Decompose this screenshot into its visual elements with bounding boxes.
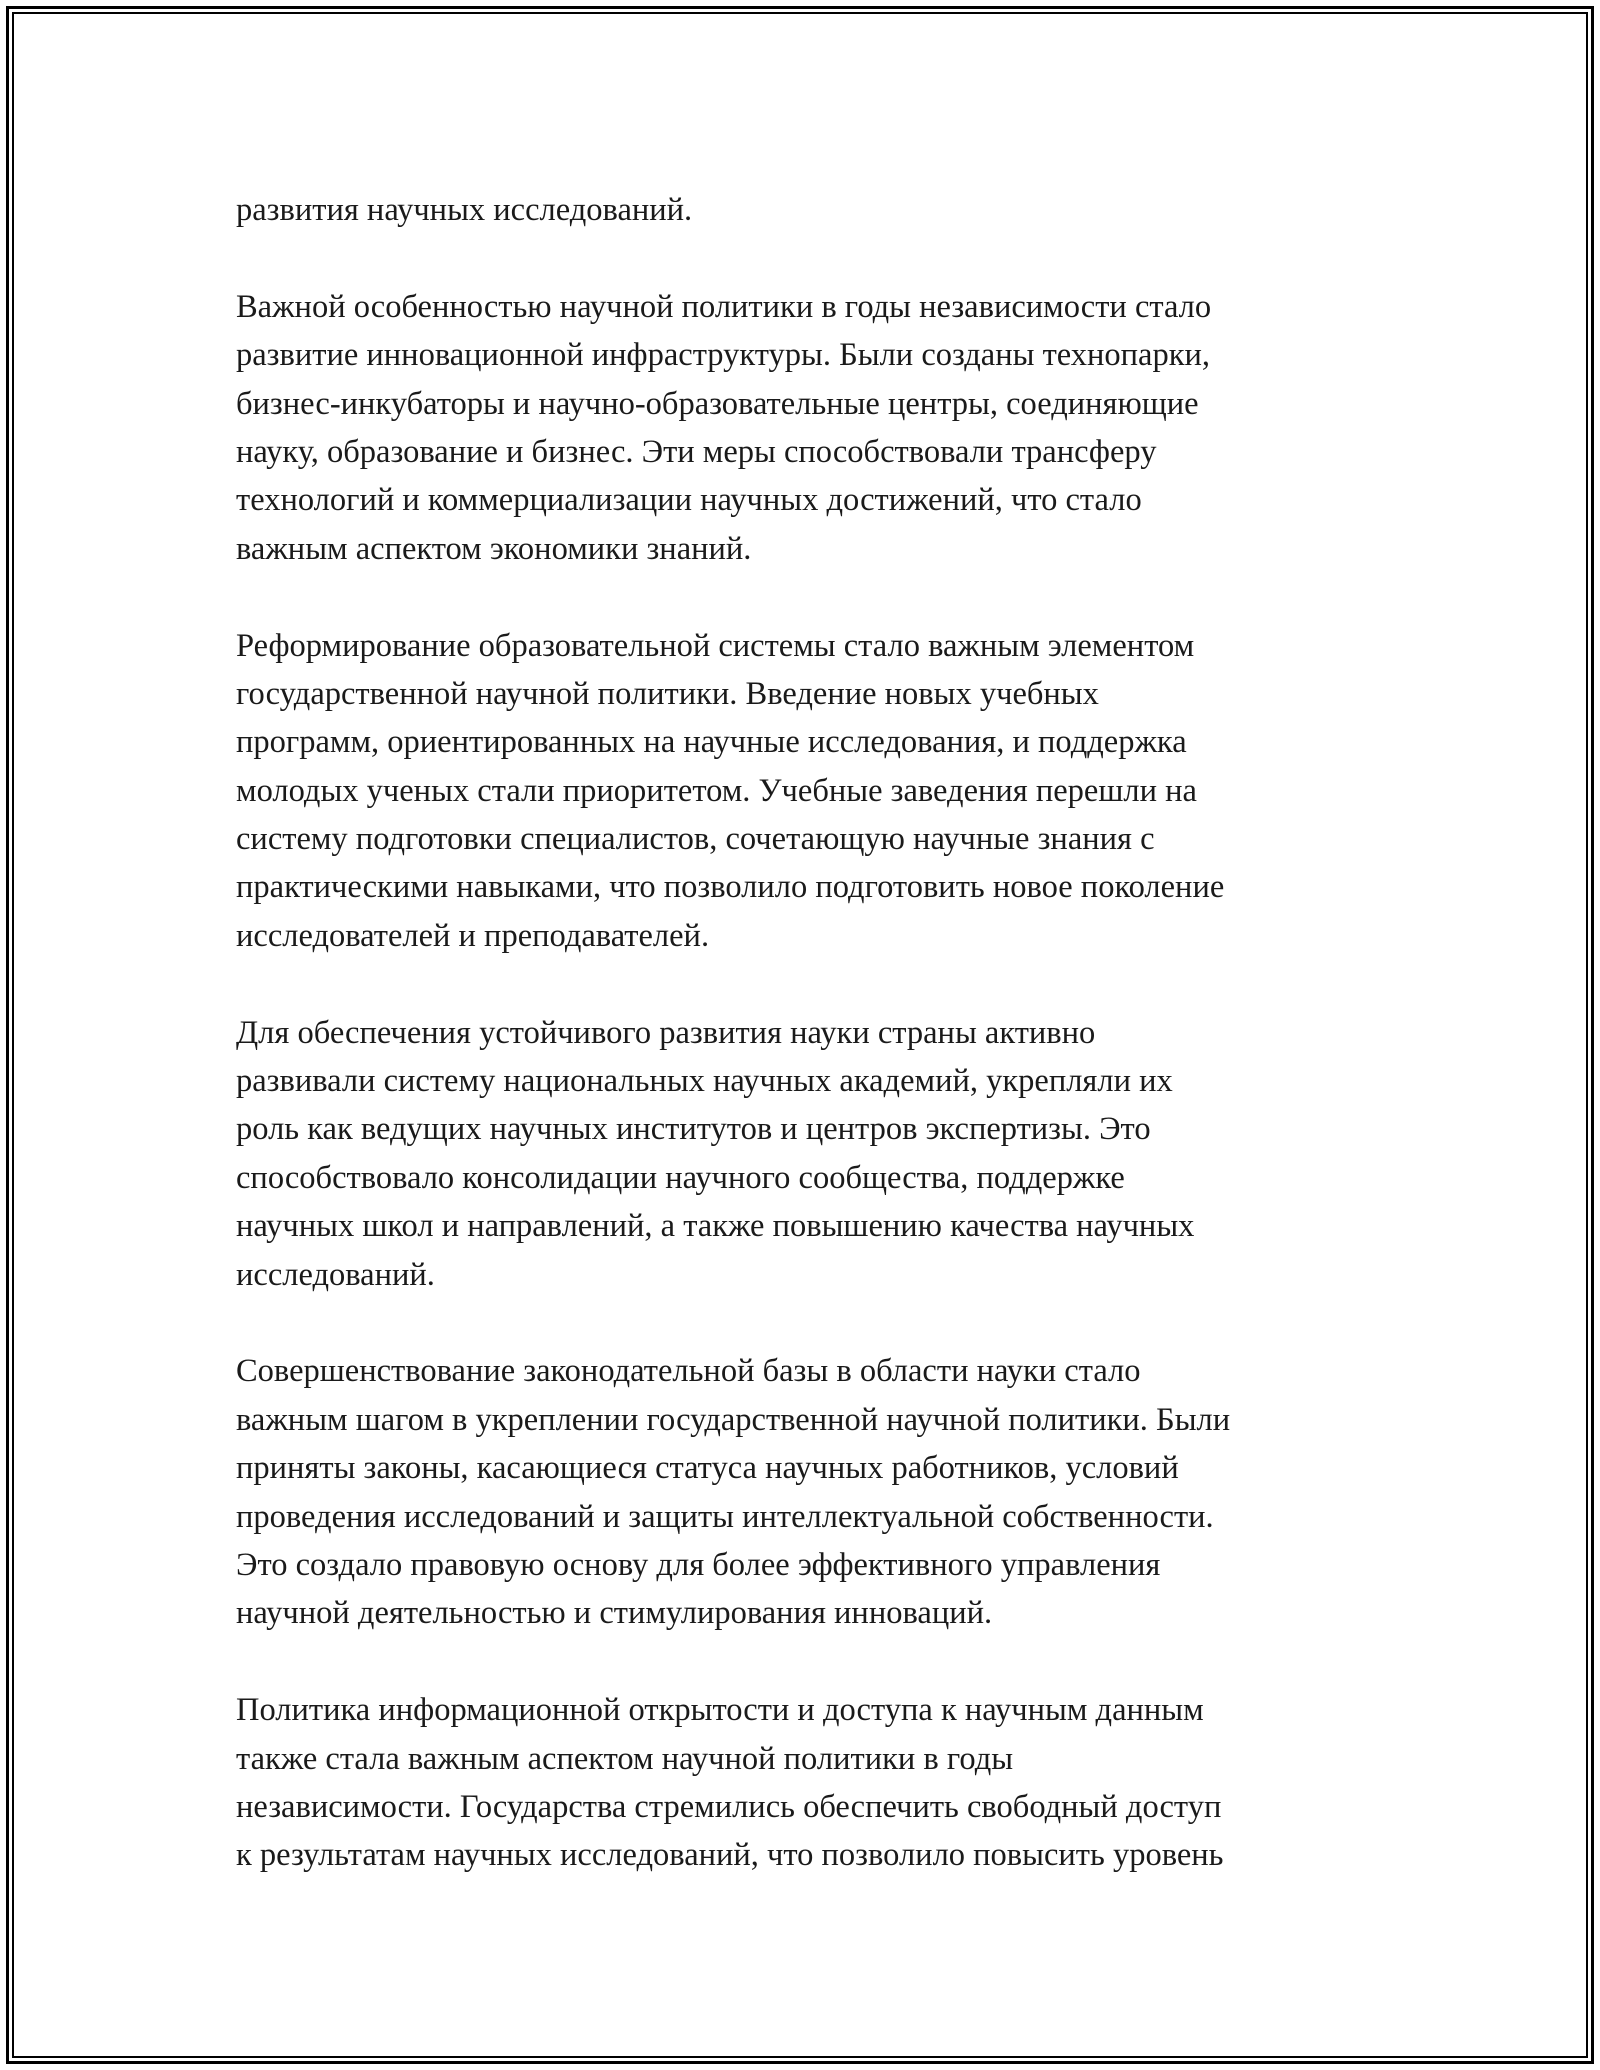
paragraph — [236, 1009, 1230, 1299]
text-line: государственной научной политики. Введение новых учебных — [236, 675, 1099, 712]
text-line: приняты законы, касающиеся статуса научных работников, условий — [236, 1450, 1179, 1487]
paragraph-spacer — [236, 960, 1230, 1008]
text-line: Политика информационной открытости и доступа к научным данным — [236, 1692, 1204, 1729]
text-line: Совершенствование законодательной базы в области науки стало — [236, 1353, 1141, 1390]
text-line: Важной особенностью научной политики в годы независимости стало — [236, 288, 1212, 325]
text-line: развивали систему национальных научных академий, укрепляли их — [236, 1063, 1173, 1100]
text-line: исследований. — [236, 1256, 435, 1293]
text-line: Реформирование образовательной системы стало важным элементом — [236, 627, 1195, 664]
paragraph — [236, 186, 1230, 234]
paragraph — [236, 1347, 1230, 1637]
text-line: научной деятельностью и стимулирования инноваций. — [236, 1595, 993, 1632]
text-line: Для обеспечения устойчивого развития науки страны активно — [236, 1014, 1096, 1051]
text-line: исследователей и преподавателей. — [236, 917, 710, 954]
text-line: развитие инновационной инфраструктуры. Были созданы технопарки, — [236, 337, 1211, 374]
paragraph-spacer — [236, 234, 1230, 282]
text-line: систему подготовки специалистов, сочетающую научные знания с — [236, 821, 1155, 858]
text-line: проведения исследований и защиты интеллектуальной собственности. — [236, 1498, 1214, 1535]
text-line: к результатам научных исследований, что позволило повысить уровень — [236, 1837, 1224, 1874]
text-line: Это создало правовую основу для более эффективного управления — [236, 1546, 1161, 1583]
text-line: науку, образование и бизнес. Эти меры способствовали трансферу — [236, 433, 1157, 470]
text-line: важным шагом в укреплении государственной научной политики. Были — [236, 1401, 1231, 1438]
text-line: молодых ученых стали приоритетом. Учебные заведения перешли на — [236, 772, 1197, 809]
text-line: бизнес-инкубаторы и научно-образовательные центры, соединяющие — [236, 385, 1199, 422]
paragraph-spacer — [236, 1638, 1230, 1686]
text-line: также стала важным аспектом научной политики в годы — [236, 1740, 1014, 1777]
paragraph — [236, 622, 1230, 961]
text-line: способствовало консолидации научного сообщества, поддержке — [236, 1159, 1125, 1196]
text-line: развития научных исследований. — [236, 192, 693, 228]
paragraph — [236, 283, 1230, 573]
text-line: важным аспектом экономики знаний. — [236, 530, 752, 567]
text-line: независимости. Государства стремились обеспечить свободный доступ — [236, 1788, 1222, 1825]
document-body — [236, 186, 1230, 1880]
paragraph-spacer — [236, 1299, 1230, 1347]
text-line: практическими навыками, что позволило подготовить новое поколение — [236, 869, 1225, 906]
paragraph-spacer — [236, 573, 1230, 621]
paragraph — [236, 1686, 1230, 1880]
text-line: программ, ориентированных на научные исследования, и поддержка — [236, 724, 1187, 761]
text-line: технологий и коммерциализации научных достижений, что стало — [236, 482, 1142, 519]
text-line: роль как ведущих научных институтов и центров экспертизы. Это — [236, 1111, 1151, 1148]
text-line: научных школ и направлений, а также повышению качества научных — [236, 1208, 1195, 1245]
